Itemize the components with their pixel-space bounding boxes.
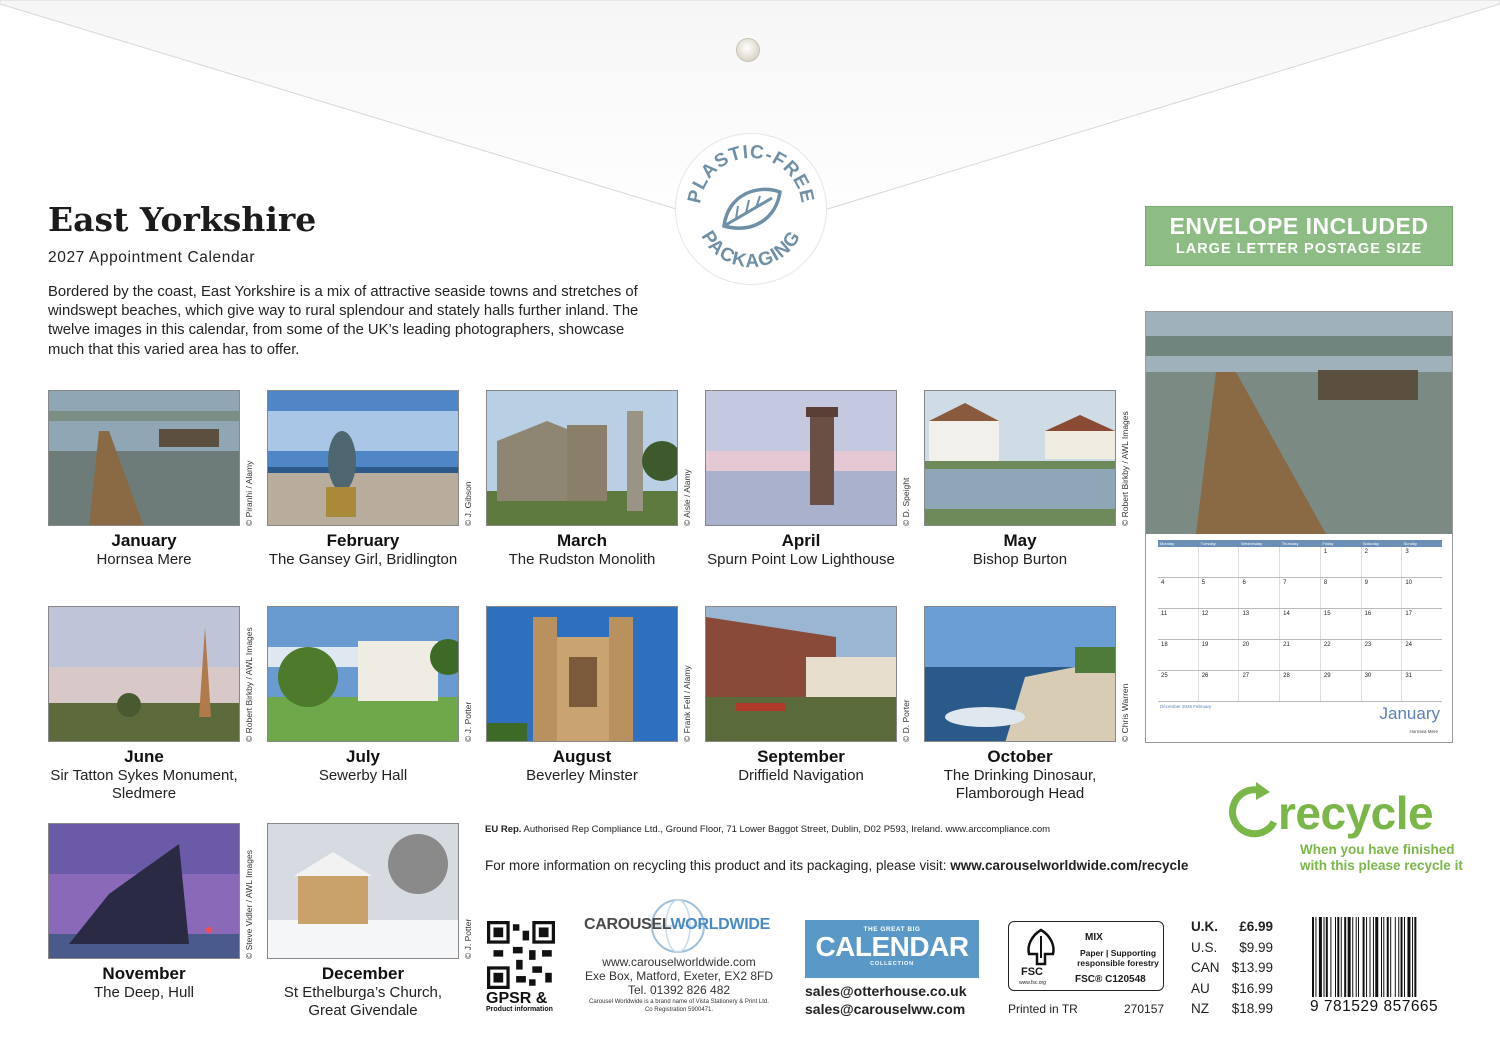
month-description: Spurn Point Low Lighthouse: [707, 551, 895, 568]
price-value: $9.99: [1239, 939, 1273, 955]
barcode-bar: [1358, 917, 1359, 997]
great-big-calendar-logo: [805, 920, 979, 978]
preview-month-label: January: [1379, 704, 1440, 723]
month-description: Sir Tatton Sykes Monument, Sledmere: [50, 767, 238, 802]
month-description: Driffield Navigation: [738, 767, 864, 784]
gbc-line1: THE GREAT BIG: [863, 926, 921, 933]
month-tile-august: [486, 606, 692, 785]
day-cell: 19: [1198, 640, 1239, 670]
recycle-note: [1300, 842, 1463, 874]
fsc-mix: MIX: [1085, 932, 1103, 943]
month-name: March: [556, 531, 608, 550]
eu-rep-text: [485, 824, 1050, 835]
day-cell: 13: [1238, 609, 1279, 639]
month-description: The Drinking Dinosaur, Flamborough Head: [943, 767, 1097, 802]
photo-credit: © J. Gibson: [463, 481, 473, 526]
day-cell: 2: [1361, 547, 1402, 577]
day-cell: 26: [1198, 671, 1239, 701]
barcode-bar: [1407, 917, 1410, 997]
publisher-street: Exe Box, Matford, Exeter, EX2 8FD: [584, 969, 774, 983]
month-name: January: [111, 531, 177, 550]
recycle-word: recycle: [1278, 787, 1434, 839]
sales-email-carousel[interactable]: sales@carouselww.com: [805, 1001, 966, 1017]
recycling-info-url[interactable]: www.carouselworldwide.com/recycle: [950, 858, 1189, 873]
preview-photo: [1146, 312, 1452, 534]
barcode-bar: [1312, 917, 1314, 997]
day-cell: 29: [1320, 671, 1361, 701]
barcode-bar: [1352, 917, 1353, 997]
carousel-worldwide-logo: [584, 916, 770, 934]
day-cell: 3: [1401, 547, 1442, 577]
september-photo: [705, 606, 897, 742]
week-row: [1158, 671, 1442, 702]
fsc-code: FSC® C120548: [1075, 974, 1146, 985]
week-row: [1158, 547, 1442, 578]
price-row: [1191, 999, 1273, 1020]
day-cell: [1158, 547, 1198, 577]
barcode-bar: [1383, 917, 1384, 997]
day-cell: 25: [1161, 673, 1168, 679]
barcode-bar: [1356, 917, 1357, 997]
barcode-bar: [1344, 917, 1346, 997]
qr-code: [487, 921, 555, 989]
april-photo: [705, 390, 897, 526]
day-cell: [1238, 547, 1279, 577]
barcode-bar: [1348, 917, 1351, 997]
price-region: CAN: [1191, 960, 1220, 975]
barcode-bar: [1401, 917, 1403, 997]
recycle-note-line1: When you have finished: [1300, 842, 1455, 857]
price-value: $13.99: [1231, 960, 1273, 975]
may-photo: [924, 390, 1116, 526]
plastic-free-line1: PLASTIC-FREE: [684, 141, 818, 206]
month-tile-july: [267, 606, 473, 785]
preview-caption: Hornsea Mere: [1409, 729, 1438, 734]
day-cell: 15: [1320, 609, 1361, 639]
weekday-label: Thursday: [1281, 541, 1299, 546]
photo-credit: © D. Speight: [901, 477, 911, 526]
day-cell: [1279, 547, 1320, 577]
day-cell: 18: [1161, 642, 1168, 648]
eu-rep-label: EU Rep.: [485, 824, 522, 835]
barcode-bar: [1363, 917, 1365, 997]
day-cell: 1: [1320, 547, 1361, 577]
day-cell: 6: [1238, 578, 1279, 608]
printed-in: Printed in TR: [1008, 1002, 1078, 1016]
recycling-info-lead: For more information on recycling this product and its packaging, please visit:: [485, 858, 951, 873]
month-tile-february: [267, 390, 473, 569]
month-description: Hornsea Mere: [96, 551, 192, 568]
february-photo: [267, 390, 459, 526]
barcode-bar: [1390, 917, 1391, 997]
december-photo: [267, 823, 459, 959]
publisher-legal-line2: Co Registration 5900471.: [644, 1007, 714, 1013]
fsc-paper: Paper | Supporting responsible forestry: [1077, 948, 1159, 968]
preview-month-grid: [1158, 540, 1442, 702]
intro-paragraph: Bordered by the coast, East Yorkshire is a mix of attractive seaside towns and stretches of windswept beaches, which give way to rural splendour and stately halls further inland. The twelve images in this calendar, from some of the UK’s leading photographers, showcase much that this varied area has to offer.: [48, 284, 639, 358]
gpsr-label: GPSR &: [486, 990, 548, 1007]
price-region: NZ: [1191, 1001, 1209, 1016]
fsc-logo-text: FSC: [1021, 966, 1043, 978]
day-cell: 24: [1401, 640, 1442, 670]
eu-rep-address: Authorised Rep Compliance Ltd., Ground Floor, 71 Lower Baggot Street, Dublin, D02 P593, Ireland. www.arccompliance.com: [521, 824, 1051, 835]
month-name: September: [757, 747, 845, 766]
day-cell: 7: [1279, 578, 1320, 608]
day-cell: 28: [1279, 671, 1320, 701]
month-tile-december: [267, 823, 473, 1020]
barcode-bar: [1330, 917, 1331, 997]
month-name: July: [345, 747, 381, 766]
plastic-free-line2: PACKAGING: [696, 227, 806, 273]
november-photo: [48, 823, 240, 959]
svg-text:PLASTIC-FREE: [684, 142, 818, 206]
day-cell: 5: [1198, 578, 1239, 608]
barcode-bar: [1366, 917, 1367, 997]
barcode-bar: [1341, 917, 1342, 997]
month-tile-january: [48, 390, 254, 569]
price-list: [1191, 917, 1273, 1020]
day-cell: 8: [1320, 578, 1361, 608]
barcode-bar: [1387, 917, 1389, 997]
month-tile-march: [486, 390, 692, 569]
day-cell: 23: [1361, 640, 1402, 670]
publisher-tel: Tel. 01392 826 482: [627, 983, 731, 997]
barcode-bar: [1326, 917, 1328, 997]
month-tile-may: [924, 390, 1130, 569]
plastic-free-badge: [676, 134, 826, 284]
day-cell: 20: [1238, 640, 1279, 670]
barcode-bar: [1319, 917, 1322, 997]
photo-credit: © D. Porter: [901, 699, 911, 742]
month-description: Sewerby Hall: [318, 767, 408, 784]
publisher-address: [584, 955, 774, 997]
barcode-bar: [1315, 917, 1316, 997]
january-photo: [48, 390, 240, 526]
photo-credit: © Frank Fell / Alamy: [682, 665, 692, 742]
barcode-bar: [1370, 917, 1371, 997]
barcode-bar: [1412, 917, 1413, 997]
isbn-number: 9 781529 857665: [1310, 998, 1439, 1015]
photo-credit: © Robert Birkby / AWL Images: [244, 627, 254, 742]
march-photo: [486, 390, 678, 526]
fsc-web: www.fsc.org: [1019, 980, 1046, 986]
day-cell: 30: [1361, 671, 1402, 701]
barcode-bar: [1414, 917, 1416, 997]
photo-credit: © J. Potter: [463, 918, 473, 959]
gpsr-sub-label: Product information: [486, 1006, 553, 1013]
price-row: [1191, 958, 1273, 979]
month-name: May: [1003, 531, 1037, 550]
month-name: October: [987, 747, 1053, 766]
week-row: [1158, 640, 1442, 671]
day-cell: 22: [1320, 640, 1361, 670]
price-value: $16.99: [1231, 980, 1273, 996]
month-description: Beverley Minster: [526, 767, 638, 784]
weekday-label: Sunday: [1403, 541, 1418, 546]
barcode-bar: [1398, 917, 1399, 997]
month-description: St Ethelburga’s Church, Great Givendale: [283, 984, 443, 1019]
month-description: The Deep, Hull: [93, 984, 195, 1001]
sales-email-otterhouse[interactable]: sales@otterhouse.co.uk: [805, 983, 967, 999]
publisher-web: www.carouselworldwide.com: [602, 955, 756, 969]
october-photo: [924, 606, 1116, 742]
envelope-included-banner: [1145, 206, 1453, 266]
recycle-note-line2: with this please recycle it: [1300, 858, 1463, 873]
product-code: 270157: [1124, 1002, 1165, 1016]
weekday-label: Wednesday: [1241, 541, 1263, 546]
day-cell: 16: [1361, 609, 1402, 639]
day-cell: 14: [1279, 609, 1320, 639]
svg-text:PACKAGING: [697, 227, 806, 272]
price-region: AU: [1191, 980, 1210, 996]
page-subtitle: 2027 Appointment Calendar: [48, 249, 256, 266]
barcode-bar: [1375, 917, 1378, 997]
august-photo: [486, 606, 678, 742]
barcode-bar: [1324, 917, 1325, 997]
day-cell: 17: [1401, 609, 1442, 639]
day-cell: 31: [1401, 671, 1442, 701]
photo-credit: © Piranhi / Alamy: [244, 460, 254, 526]
calendar-page-preview: [1145, 311, 1453, 743]
price-region: U.K.: [1191, 919, 1218, 934]
price-value: £6.99: [1239, 919, 1273, 934]
publisher-legal-line1: Carousel Worldwide is a brand name of Vista Stationery & Print Ltd.: [589, 999, 769, 1005]
weekday-header: [1158, 540, 1442, 547]
month-description: Bishop Burton: [972, 551, 1068, 568]
barcode-bar: [1335, 917, 1336, 997]
recycle-arrow-icon: [1228, 782, 1278, 840]
leaf-icon: [724, 189, 780, 228]
recycling-info-text: [485, 858, 1188, 873]
price-row: [1191, 917, 1273, 938]
barcode-bar: [1373, 917, 1374, 997]
price-value: $18.99: [1231, 1001, 1273, 1016]
photo-credit: © Robert Birkby / AWL Images: [1120, 411, 1130, 526]
month-description: The Gansey Girl, Bridlington: [268, 551, 458, 568]
day-cell: 12: [1198, 609, 1239, 639]
day-cell: 9: [1361, 578, 1402, 608]
barcode-bar: [1404, 917, 1405, 997]
month-tile-june: [48, 606, 254, 803]
page-title: East Yorkshire: [48, 200, 317, 239]
envelope-line2: LARGE LETTER POSTAGE SIZE: [1175, 241, 1423, 257]
fsc-label: [1008, 921, 1164, 991]
day-cell: 11: [1161, 611, 1168, 617]
july-photo: [267, 606, 459, 742]
price-region: U.S.: [1191, 939, 1218, 955]
month-tile-september: [705, 606, 911, 785]
hanging-hole: [736, 38, 760, 62]
month-description: The Rudston Monolith: [508, 551, 656, 568]
day-cell: [1198, 547, 1239, 577]
weekday-label: Monday: [1160, 541, 1175, 546]
barcode-bar: [1381, 917, 1382, 997]
envelope-line1: ENVELOPE INCLUDED: [1169, 213, 1429, 239]
week-row: [1158, 578, 1442, 609]
month-name: November: [102, 964, 186, 983]
logo-part-worldwide: WORLDWIDE: [670, 916, 771, 933]
barcode: [1310, 917, 1450, 997]
photo-credit: © Steve Vidler / AWL Images: [244, 850, 254, 959]
month-name: April: [781, 531, 821, 550]
photo-credit: © J. Potter: [463, 701, 473, 742]
month-tile-november: [48, 823, 254, 1002]
month-name: December: [321, 964, 405, 983]
day-cell: 10: [1401, 578, 1442, 608]
weekday-label: Tuesday: [1200, 541, 1216, 546]
month-name: August: [552, 747, 612, 766]
weekday-label: Friday: [1322, 541, 1334, 546]
price-row: [1191, 979, 1273, 1000]
week-row: [1158, 609, 1442, 640]
photo-credit: © Aisle / Alamy: [682, 469, 692, 526]
day-cell: 21: [1279, 640, 1320, 670]
day-cell: 4: [1161, 580, 1165, 586]
month-tile-october: [924, 606, 1130, 803]
price-row: [1191, 938, 1273, 959]
month-tile-april: [705, 390, 911, 569]
barcode-bar: [1395, 917, 1396, 997]
month-name: February: [326, 531, 400, 550]
mini-months-label: December 2026 February: [1160, 704, 1212, 709]
logo-part-carousel: CAROUSEL: [584, 916, 671, 933]
photo-credit: © Chris Warren: [1120, 683, 1130, 742]
june-photo: [48, 606, 240, 742]
publisher-legal: [584, 998, 774, 1014]
month-name: June: [124, 747, 164, 766]
gbc-line3: COLLECTION: [870, 961, 914, 967]
weekday-label: Saturday: [1362, 541, 1379, 546]
day-cell: 27: [1238, 671, 1279, 701]
barcode-bar: [1337, 917, 1339, 997]
gbc-line2: CALENDAR: [815, 931, 969, 962]
